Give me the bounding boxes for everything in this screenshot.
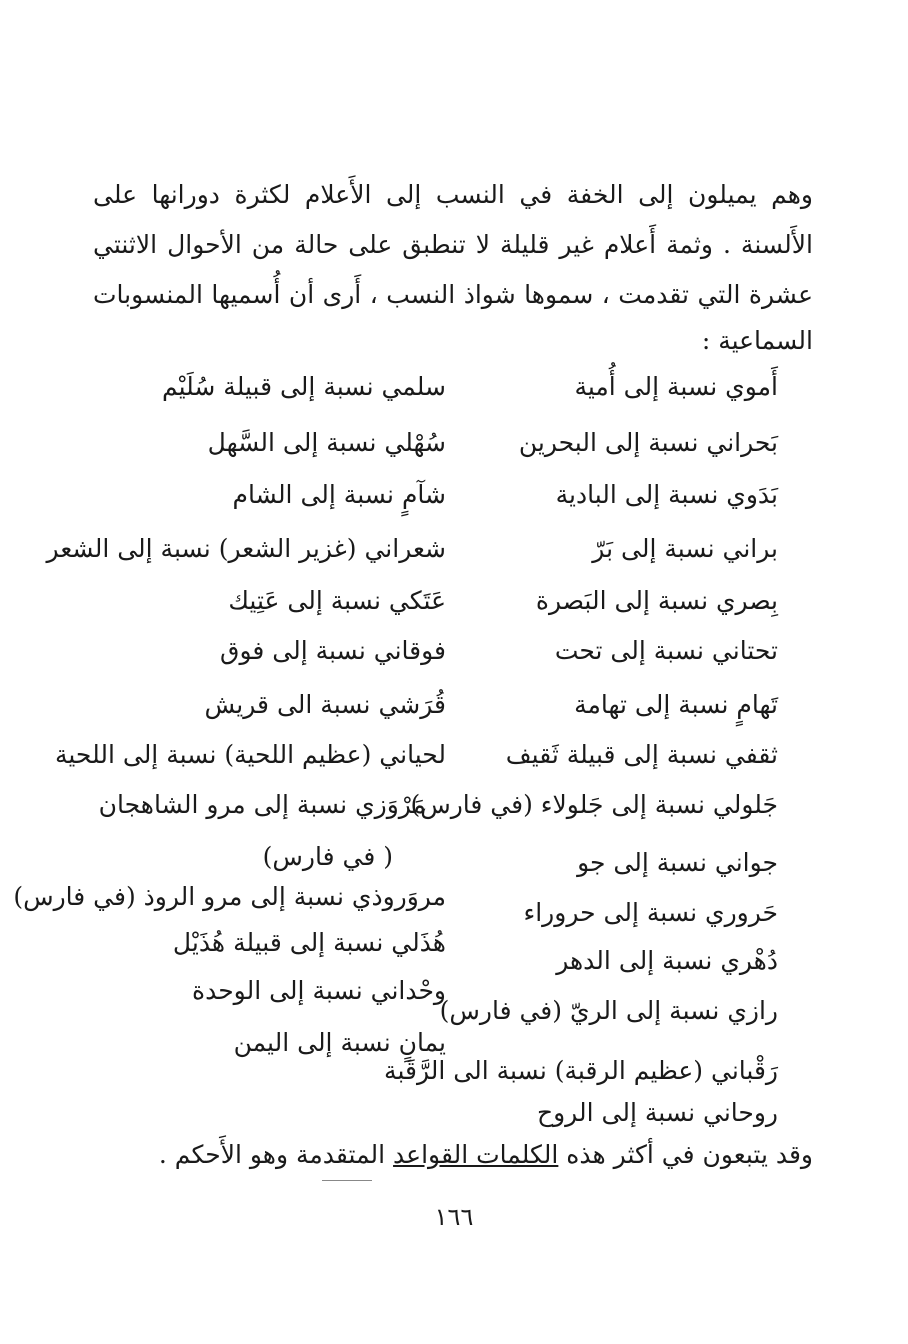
pencil-mark [322,1180,372,1181]
entry-left-4: شعراني (غزير الشعر) نسبة إلى الشعر [46,534,446,563]
entry-left-1: سلمي نسبة إلى قبيلة سُلَيْم [161,372,446,401]
entry-right-13: رازي نسبة إلى الريّ (في فارس) [439,996,778,1025]
entry-right-4: براني نسبة إلى بَرّ [592,534,778,563]
entry-left-10: مروَروذي نسبة إلى مرو الروذ (في فارس) [13,882,446,911]
closing-text-start: وقد يتبعون في أكثر هذه [558,1140,813,1169]
paragraph-line-4: السماعية : [701,326,813,355]
entry-left-3: شآمٍ نسبة إلى الشام [232,480,446,509]
paragraph-line-2: الأَلسنة . وثمة أَعلام غير قليلة لا تنطبق على حالة من الأحوال الاثنتي [93,230,813,259]
entry-right-14: رَقْباني (عظيم الرقبة) نسبة الى الرَّقَبة [384,1056,778,1085]
entry-right-6: تحتاني نسبة إلى تحت [554,636,778,665]
entry-right-10: جواني نسبة إلى جو [577,848,778,877]
entry-right-2: بَحراني نسبة إلى البحرين [518,428,778,457]
entry-left-9-continuation: ( في فارس) [262,842,393,871]
entry-right-15: روحاني نسبة إلى الروح [536,1098,778,1127]
entry-right-3: بَدَوي نسبة إلى البادية [555,480,778,509]
entry-right-1: أَموي نسبة إلى أُمية [574,372,778,401]
paragraph-line-1: وهم يميلون إلى الخفة في النسب إلى الأَعلام لكثرة دورانها على [93,180,813,209]
entry-left-2: سُهْلي نسبة إلى السَّهل [207,428,446,457]
entry-right-5: بِصري نسبة إلى البَصرة [535,586,778,615]
entry-right-9: جَلولي نسبة إلى جَلولاء (في فارس) [410,790,778,819]
entry-left-11: هُذَلي نسبة إلى قبيلة هُذَيْل [172,928,446,957]
closing-text-underlined: الكلمات القواعد [393,1140,559,1169]
entry-left-9: مَرْوَزي نسبة إلى مرو الشاهجان [98,790,426,819]
entry-left-13: يمانٍ نسبة إلى اليمن [233,1028,446,1057]
entry-left-5: عَتَكي نسبة إلى عَتِيك [228,586,446,615]
entry-right-8: ثقفي نسبة إلى قبيلة ثَقيف [505,740,778,769]
closing-text-end: المتقدمة وهو الأَحكم . [158,1140,394,1169]
closing-line [159,1138,813,1172]
entry-left-8: لحياني (عظيم اللحية) نسبة إلى اللحية [54,740,446,769]
entry-right-7: تَهامٍ نسبة إلى تهامة [574,690,778,719]
entry-right-12: دُهْري نسبة إلى الدهر [556,946,778,975]
entry-left-12: وحْداني نسبة إلى الوحدة [192,976,446,1005]
paragraph-line-3: عشرة التي تقدمت ، سموها شواذ النسب ، أَرى أن أُسميها المنسوبات [93,280,813,309]
entry-right-11: حَروري نسبة إلى حروراء [523,898,778,927]
entry-left-7: قُرَشي نسبة الى قريش [204,690,446,719]
page-number: ١٦٦ [434,1203,474,1231]
entry-left-6: فوقاني نسبة إلى فوق [220,636,446,665]
